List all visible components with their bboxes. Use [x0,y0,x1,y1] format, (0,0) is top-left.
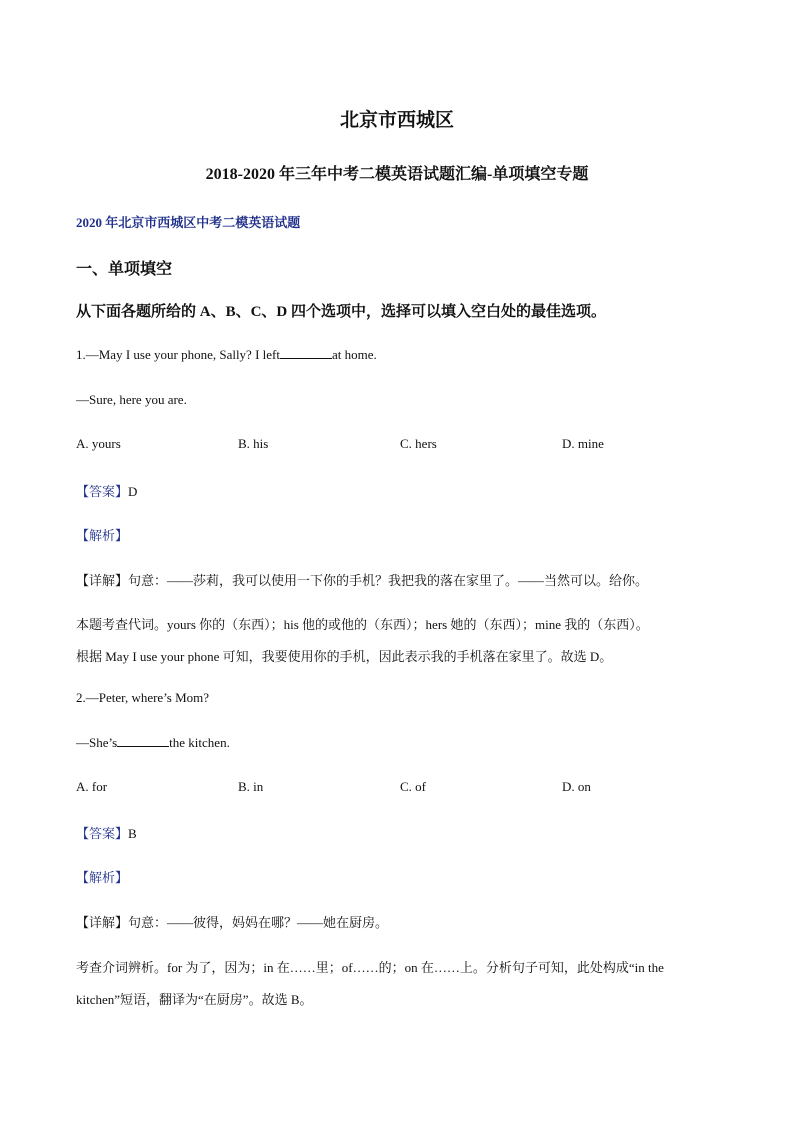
question-1-option-b: B. his [238,436,269,451]
question-2-reply-after: the kitchen. [169,735,230,750]
question-1-stem [76,347,377,363]
question-1-explain-line-1: 本题考查代词。yours 你的（东西）；his 他的或他的（东西）；hers 她的（东西）；mine 我的（东西）。 [76,617,649,632]
exam-name-heading: 2020 年北京市西城区中考二模英语试题 [76,215,301,230]
document-subtitle: 2018-2020 年三年中考二模英语试题汇编-单项填空专题 [205,166,589,183]
question-2-blank [117,735,169,747]
question-1-detail: 【详解】句意：——莎莉，我可以使用一下你的手机？我把我的落在家里了。——当然可以。给你。 [76,573,649,588]
question-2-stem: 2.—Peter, where’s Mom? [76,690,210,705]
question-1-explain-line-2: 根据 May I use your phone 可知，我要使用你的手机，因此表示我的手机落在家里了。故选 D。 [76,649,613,664]
question-1-option-a: A. yours [76,436,121,451]
answer-value: D [128,484,138,499]
question-1-analysis-label: 【解析】 [76,528,129,543]
question-2-option-a: A. for [76,779,108,794]
question-1-blank [280,347,332,359]
question-1-stem-before: 1.—May I use your phone, Sally? I left [76,347,280,362]
question-2-explain-line-1: 考查介词辨析。for 为了，因为；in 在……里；of……的；on 在……上。分析句子可知，此处构成“in the [76,960,664,975]
answer-label: 【答案】 [76,484,129,499]
question-2-reply-before: —She’s [76,735,118,750]
question-2-explain-line-2: kitchen”短语，翻译为“在厨房”。故选 B。 [76,992,313,1007]
question-1-answer [76,481,137,500]
answer-value: B [128,826,137,841]
question-2-analysis-label: 【解析】 [76,870,129,885]
document-title: 北京市西城区 [339,110,454,131]
question-2-answer [76,823,137,842]
question-2-reply [76,735,230,751]
question-1-option-c: C. hers [400,436,437,451]
question-1-option-d: D. mine [562,436,604,451]
question-2-option-d: D. on [562,779,591,794]
question-2-option-c: C. of [400,779,426,794]
question-1-reply: —Sure, here you are. [76,392,187,407]
question-2-detail: 【详解】句意：——彼得，妈妈在哪？——她在厨房。 [76,915,389,930]
instruction-text: 从下面各题所给的 A、B、C、D 四个选项中，选择可以填入空白处的最佳选项。 [76,304,607,320]
section-heading: 一、单项填空 [76,261,173,278]
question-1-stem-after: at home. [331,347,377,362]
question-2-option-b: B. in [238,779,264,794]
answer-label: 【答案】 [76,826,129,841]
